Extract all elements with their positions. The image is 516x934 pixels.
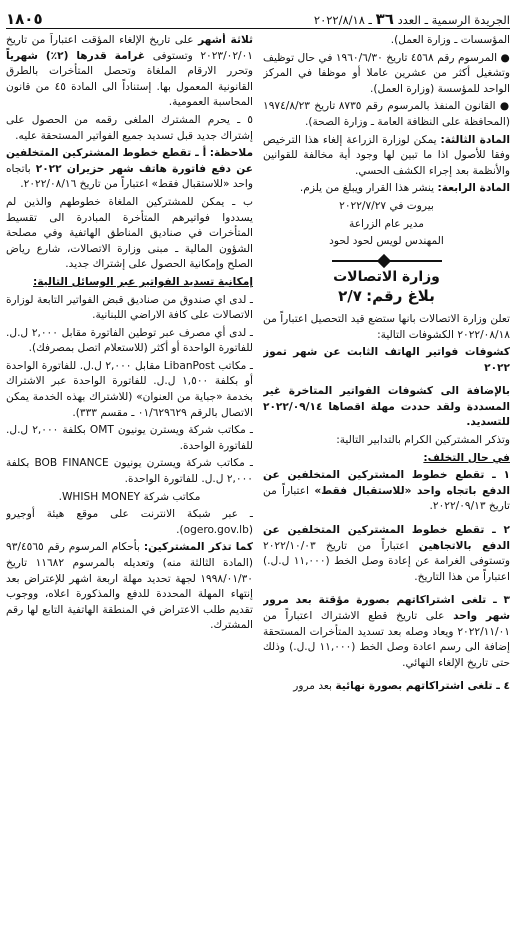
final-label: كما تذكر المشتركين: xyxy=(143,541,253,554)
article-four xyxy=(263,181,510,197)
paragraph: ● القانون المنفذ بالمرسوم رقم ٨٧٣٥ تاريخ ١٩٧٤/٨/٢٣ (المحافظة على النظافة العامة ـ وزارة الصحة). xyxy=(263,100,510,128)
notice-heading xyxy=(263,289,510,306)
article-text: يمكن لوزارة الزراعة إلغاء هذا الترخيص وفقا للأصول اذا ما تبين لها وجود أية مخالفة للقوانين والأنظمة بعد إجراء الكشف الحسي. xyxy=(263,133,510,177)
article-three xyxy=(263,133,510,180)
notice-label: بلاغ رقم: xyxy=(366,287,435,306)
signature-date: بيروت في ٢٠٢٢/٧/٢٧ xyxy=(339,199,434,212)
item-text: اعتباراً من تاريخ ٢٠٢٢/٠٩/١٣. xyxy=(263,484,510,513)
item-bold: ٣ ـ تلغى اشتراكاتهم بصورة مؤقتة بعد مرور شهر واحد xyxy=(263,594,510,622)
paragraph: ٥ ـ يحرم المشترك الملغى رقمه من الحصول على إشتراك جديد قبل تسديد جميع الفواتير المستحقة عليه. xyxy=(6,113,253,142)
journal-name: الجريدة الرسمية ـ العدد xyxy=(397,13,510,27)
notice-number: ٢/٧ xyxy=(338,287,362,306)
note-bold: أ ـ تقطع خطوط المشتركين المتخلفين عن دفع فاتورة هاتف شهر حزيران ٢٠٢٢ xyxy=(6,147,253,175)
issue-number: ٣٦ xyxy=(375,10,394,28)
payment-option: ـ لدى أي مصرف عبر توطين الفاتورة مقابل ٢,٠٠٠ ل.ل. للفاتورة الواحدة أو أكثر (للاستعلام اتصل بمصرفك). xyxy=(6,326,253,355)
paragraph: وتذكر المشتركين الكرام بالتدابير التالية: xyxy=(336,434,510,447)
payment-heading: إمكانية تسديد الفواتير عبر الوسائل التالية: xyxy=(33,275,253,288)
item-one xyxy=(263,468,510,515)
case-heading: في حال التخلف: xyxy=(423,451,510,464)
text: وتحرر الارقام الملغاة وتحصل المتأخرات بالطرق القانونية المعمول بها. إستناداً الى المادة ٤٥ من قانون المحاسبة العمومية. xyxy=(6,65,253,109)
note xyxy=(6,146,253,193)
page-header xyxy=(6,4,510,29)
item-bold: ٤ ـ تلغى اشتراكاتهم بصورة نهائية xyxy=(335,680,510,693)
paragraph: المؤسسات ـ وزارة العمل). xyxy=(390,34,510,46)
paragraph: ب ـ يمكن للمشتركين الملغاة خطوطهم والذين لم يسددوا فواتيرهم المتأخرة المبادرة الى تقسيط المتأخرات في صناديق المناطق الهاتفية وفي مصلحة الشؤون المالية ـ مبنى وزارة الاتصالات، شارع رياض الصلح وإمكانية الحصول على إشتراك جديد. xyxy=(6,195,253,271)
section-divider xyxy=(332,260,442,262)
payment-option: ـ لدى اي صندوق من صناديق قبض الفواتير التابعة لوزارة الاتصالات على كافة الاراضي اللبنانية. xyxy=(6,293,253,322)
payment-option: مكاتب شركة WHISH MONEY. xyxy=(58,490,201,503)
text: على تاريخ الإلغاء المؤقت اعتباراً من تاريخ ٢٠٢٣/٠٢/٠١ وتستوفى xyxy=(6,34,253,62)
page-number: ١٨٠٥ xyxy=(6,10,43,28)
article-label: المادة الثالثة: xyxy=(440,133,510,146)
item-text: على تاريخ قطع الاشتراك اعتباراً من ٢٠٢٢/١١/٠١ ويعاد وصله بعد تسديد المتأخرات المستحقة إضافة الى رسم اعادة وصل الخط (١١,٠٠٠ ل.ل.) وذلك حتى تاريخ الإلغاء النهائي. xyxy=(263,610,510,669)
bills-heading: كشوفات فواتير الهاتف الثابت عن شهر تموز ٢٠٢٢ xyxy=(263,346,510,374)
issue-date: ـ ٢٠٢٢/٨/١٨ xyxy=(313,13,372,27)
paragraph: تعلن وزارة الاتصالات بانها ستضع قيد التحصيل اعتباراً من ٢٠٢٢/٠٨/١٨ الكشوفات التالية: xyxy=(263,312,510,341)
columns xyxy=(6,33,510,928)
article-text: ينشر هذا القرار ويبلغ من يلزم. xyxy=(299,182,435,195)
left-column xyxy=(6,33,253,928)
item-two xyxy=(263,523,510,585)
article-label: المادة الرابعة: xyxy=(437,182,510,195)
note-text: باتجاه واحد «للاستقبال فقط» اعتباراً من تاريخ ٢٠٢٢/٠٨/١٦. xyxy=(6,162,253,191)
payment-option: ـ مكاتب شركة ويسترن يونيون BOB FINANCE بكلفة ٢,٠٠٠ ل.ل. للفاتورة الواحدة. xyxy=(6,457,253,486)
item-text: بعد مرور xyxy=(293,680,332,693)
note-label: ملاحظة: xyxy=(209,147,253,160)
final-text: بأحكام المرسوم رقم ٩٣/٤٥٦٥ (المادة الثالثة منه) وتعديله بالمرسوم ١١٦٨٢ تاريخ ١٩٩٨/٠١/٣٠ لجهة تحديد مهلة اربعة اشهر للإعتراض بعد إنتهاء المهلة المحددة للدفع والمذكورة اعلاه، ووجوب تقديم طلب الاعتراض في المنطقة الهاتفية التابع لها رقم المشترك. xyxy=(6,541,253,632)
payment-option: ـ عبر شبكة الانترنت على موقع هيئة أوجيرو (ogero.gov.lb). xyxy=(6,508,253,536)
item-four xyxy=(263,679,510,695)
paragraph: ● المرسوم رقم ٤٥٦٨ تاريخ ١٩٦٠/٦/٣٠ في حال توظيف وتشغيل أكثر من عشرين عاملا أو موظفا في المركز الواحد للمؤسسة (وزارة العمل). xyxy=(263,51,510,95)
item-text: اعتباراً من تاريخ ٢٠٢٢/١٠/٠٣ وتستوفى الغرامة عن إعادة وصل الخط (١١,٠٠٠ ل.ل.) اعتباراً من هذا التاريخ. xyxy=(263,539,510,583)
ministry-heading: وزارة الاتصالات xyxy=(333,268,440,285)
payment-option: ـ مكاتب شركة ويسترن يونيون OMT بكلفة ٢,٠٠٠ ل.ل. للفاتورة الواحدة. xyxy=(6,424,253,452)
item-bold: ٢ ـ تقطع خطوط المشتركين المتخلفين عن الدفع بالاتجاهين xyxy=(263,524,510,552)
bold-text: ثلاثة أشهر xyxy=(198,34,253,46)
journal-title xyxy=(314,10,510,28)
item-bold: ١ ـ تقطع خطوط المشتركين المتخلفين عن الدفع باتجاه واحد «للاستقبال فقط» xyxy=(263,469,510,497)
item-three xyxy=(263,593,510,671)
signature-name: المهندس لويس لحود لحود xyxy=(329,235,444,248)
right-column xyxy=(263,33,510,928)
paragraph xyxy=(6,33,253,111)
signature-title: مدير عام الزراعة xyxy=(349,217,424,230)
payment-option: ـ مكاتب LibanPost مقابل ٢,٠٠٠ ل.ل. للفاتورة الواحدة أو بكلفة ١,٥٠٠ ل.ل. للفاتورة الواحدة عبر الاشتراك بخدمة «جباية من العنوان» (للاشتراك بهذه الخدمة يمكن الاتصال بالرقم ٠١/٦٢٩٦٢٩ ـ مقسم ٣٣٣). xyxy=(6,359,253,419)
final-reminder xyxy=(6,540,253,634)
fine-text: غرامة قدرها (٢٪) شهرياً xyxy=(6,49,146,62)
paragraph: بالإضافة الى كشوفات الفواتير المتاخرة غير المسددة ولقد حددت مهلة اقصاها ٢٠٢٢/٠٩/١٤ للتسديد. xyxy=(263,385,510,429)
